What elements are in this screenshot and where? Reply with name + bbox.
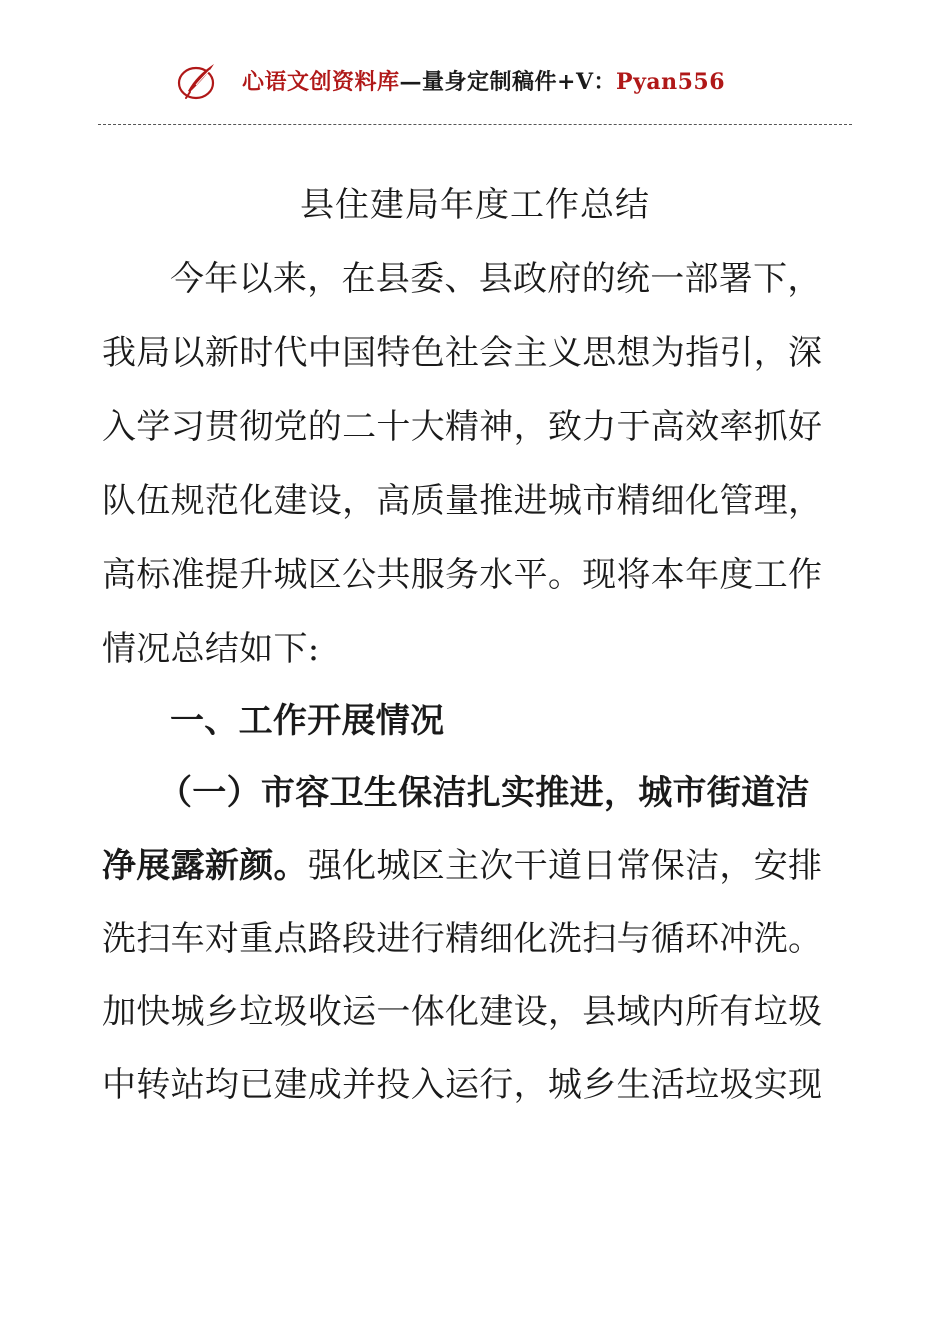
intro-line-6: 情况总结如下: — [102, 629, 320, 669]
intro-line-2: 我局以新时代中国特色社会主义思想为指引，深 — [102, 333, 823, 373]
subsection-body-line-2: 加快城乡垃圾收运一体化建设，县域内所有垃圾 — [102, 992, 823, 1032]
subsection-body-line-1: 洗扫车对重点路段进行精细化洗扫与循环冲洗。 — [102, 919, 823, 959]
subsection-heading-line-1: （一）市容卫生保洁扎实推进，城市街道洁 — [158, 773, 810, 813]
intro-line-4: 队伍规范化建设，高质量推进城市精细化管理， — [102, 481, 823, 521]
subsection-body-line-3: 中转站均已建成并投入运行，城乡生活垃圾实现 — [102, 1065, 823, 1105]
subsection-heading-line-2: 净展露新颜。 — [102, 846, 308, 886]
subsection-line-2 — [102, 843, 842, 889]
intro-line-3: 入学习贯彻党的二十大精神，致力于高效率抓好 — [102, 407, 823, 447]
subsection-body-start: 强化城区主次干道日常保洁，安排 — [307, 846, 823, 886]
header-brand: 心语文创资料库 — [242, 69, 400, 95]
header-divider — [98, 124, 852, 125]
intro-line-5: 高标准提升城区公共服务水平。现将本年度工作 — [102, 555, 823, 595]
quill-pen-logo-icon — [174, 58, 220, 104]
header-contact: Pyan556 — [616, 69, 726, 95]
page-header — [0, 52, 950, 112]
section-heading-1: 一、工作开展情况 — [170, 701, 445, 741]
intro-line-1: 今年以来，在县委、县政府的统一部署下， — [170, 259, 822, 299]
header-banner-text — [242, 65, 725, 96]
header-slogan: —量身定制稿件+V： — [399, 69, 617, 95]
document-title: 县住建局年度工作总结 — [300, 185, 650, 225]
